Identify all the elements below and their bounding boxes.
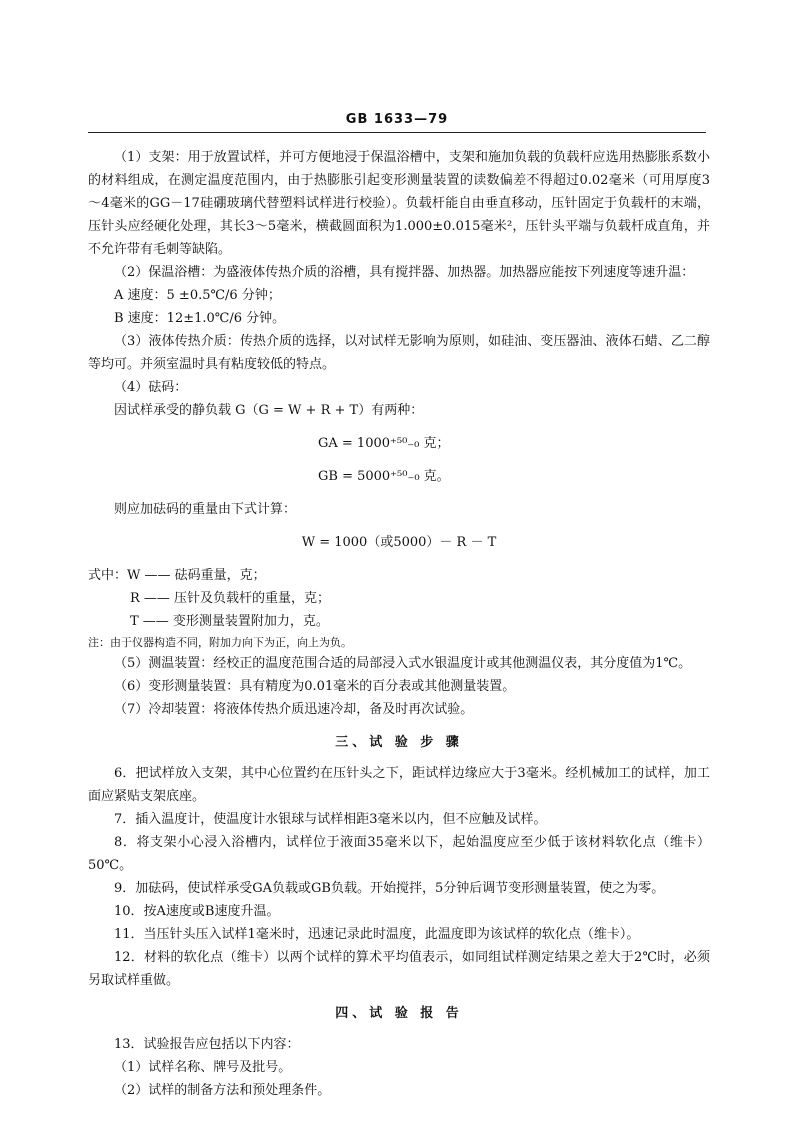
report-item-1: （1）试样名称、牌号及批号。 — [114, 1060, 292, 1075]
speed-a: A 速度：5 ±0.5℃/6 分钟； — [114, 288, 281, 303]
step-11: 11．当压针头压入试样1毫米时，迅速记录此时温度，此温度即为该试样的软化点（维卡）。 — [114, 927, 640, 942]
step-6: 6．把试样放入支架，其中心位置约在压针头之下，距试样边缘应大于3毫米。经机械加工的试样，加工面应紧贴支架底座。 — [88, 766, 710, 804]
where-r: R —— 压针及负载杆的重量，克； — [130, 591, 331, 606]
step-13: 13．试验报告应包括以下内容： — [114, 1037, 300, 1052]
section-3-title: 三、试 验 步 骤 — [335, 735, 463, 750]
where-t: T —— 变形测量装置附加力，克。 — [130, 614, 329, 629]
formula-ga: GA = 1000⁺⁵⁰₋₀ 克； — [318, 436, 450, 451]
step-8: 8．将支架小心浸入浴槽内，试样位于液面35毫米以下，起始温度应至少低于该材料软化点（维卡）50℃。 — [88, 835, 710, 873]
standard-code-header: GB 1633—79 — [345, 112, 449, 127]
document-body — [88, 146, 710, 1102]
section-4-title: 四、试 验 报 告 — [335, 1006, 463, 1021]
calc-intro: 则应加砝码的重量由下式计算： — [114, 502, 297, 517]
item-5-temperature: （5）测温装置：经校正的温度范围合适的局部浸入式水银温度计或其他测温仪表，其分度值为1℃。 — [114, 656, 692, 671]
item-7-cooling: （7）冷却装置：将液体传热介质迅速冷却，备及时再次试验。 — [114, 702, 474, 717]
item-3-medium: （3）液体传热介质：传热介质的选择，以对试样无影响为原则，如硅油、变压器油、液体石蜡、乙二醇等均可。并须室温时具有粘度较低的特点。 — [88, 334, 710, 372]
speed-b: B 速度：12±1.0℃/6 分钟。 — [114, 311, 286, 326]
item-1-support: （1）支架：用于放置试样，并可方便地浸于保温浴槽中，支架和施加负载的负载杆应选用热膨胀系数小的材料组成，在测定温度范围内，由于热膨胀引起变形测量装置的读数偏差不得超过0.02毫米（可用厚度3～4毫米的GG－17硅硼玻璃代替塑料试样进行校验）。负载杆能自由垂直移动，压针固定于负载杆的末端，压针头应经硬化处理，其长3～5毫米，横截圆面积为1.000±0.015毫米²，压针头平端与负载杆成直角，并不允许带有毛刺等缺陷。 — [88, 150, 710, 257]
item-2-bath: （2）保温浴槽：为盛液体传热介质的浴槽，具有搅拌器、加热器。加热器应能按下列速度等速升温： — [114, 265, 695, 280]
item-4-weights: （4）砝码： — [114, 380, 188, 395]
step-7: 7．插入温度计，使温度计水银球与试样相距3毫米以内，但不应触及试样。 — [114, 812, 547, 827]
report-item-2: （2）试样的制备方法和预处理条件。 — [114, 1083, 331, 1098]
step-9: 9．加砝码，使试样承受GA负载或GB负载。开始搅拌，5分钟后调节变形测量装置，使之为零。 — [114, 881, 665, 896]
step-10: 10．按A速度或B速度升温。 — [114, 904, 280, 919]
step-12: 12．材料的软化点（维卡）以两个试样的算术平均值表示，如同组试样测定结果之差大于2℃时，必须另取试样重做。 — [88, 950, 710, 988]
formula-gb: GB = 5000⁺⁵⁰₋₀ 克。 — [318, 469, 450, 484]
note: 注：由于仪器构造不同，附加力向下为正，向上为负。 — [88, 636, 352, 649]
header-rule — [88, 132, 706, 133]
formula-w: W = 1000（或5000）－ R － T — [301, 535, 497, 550]
where-w: 式中：W —— 砝码重量，克； — [88, 568, 266, 583]
load-intro: 因试样承受的静负载 G（G = W + R + T）有两种： — [114, 403, 424, 418]
item-6-deformation: （6）变形测量装置：具有精度为0.01毫米的百分表或其他测量装置。 — [114, 679, 516, 694]
